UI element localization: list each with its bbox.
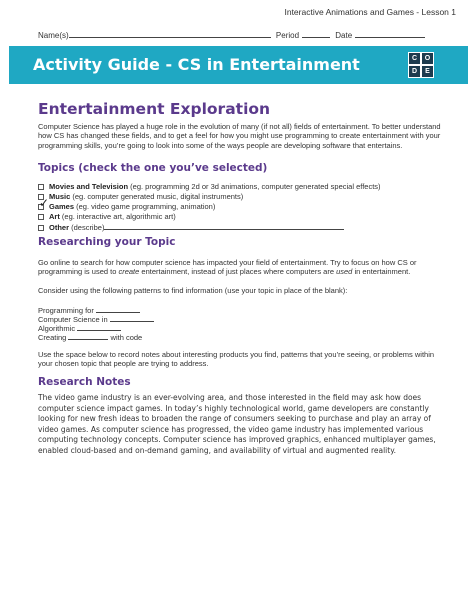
- lesson-header: Interactive Animations and Games - Lesson 1: [284, 7, 456, 17]
- checkbox-other[interactable]: [38, 225, 44, 231]
- logo-letter-e: E: [421, 65, 434, 78]
- pattern-blank[interactable]: [68, 332, 108, 340]
- topic-description: (eg. programming 2d or 3d animations, computer generated special effects): [128, 182, 381, 191]
- activity-title: Activity Guide - CS in Entertainment: [33, 55, 360, 74]
- topic-item-games[interactable]: [38, 202, 215, 211]
- pattern-text: with code: [108, 333, 143, 342]
- topic-description: (eg. computer generated music, digital instruments): [70, 192, 244, 201]
- topic-label: Other: [49, 223, 70, 232]
- topic-description: (describe): [69, 223, 105, 232]
- logo-letter-d: D: [408, 65, 421, 78]
- topic-item-music[interactable]: [38, 192, 243, 201]
- pattern-blank[interactable]: [77, 323, 121, 331]
- topics-heading: Topics (check the one you’ve selected): [38, 162, 268, 174]
- checkbox-art[interactable]: [38, 214, 44, 220]
- page-title: Entertainment Exploration: [38, 100, 271, 118]
- patterns-intro: Consider using the following patterns to find information (use your topic in place of the blank):: [38, 286, 348, 295]
- notes-instructions: Use the space below to record notes about interesting products you find, patterns that you’re seeing, or problems within your chosen topic that people are trying to address.: [38, 350, 435, 369]
- notes-heading: Research Notes: [38, 376, 131, 388]
- topic-label: Games: [49, 202, 75, 211]
- pattern-blank[interactable]: [110, 314, 154, 322]
- emphasis-create: create: [118, 267, 140, 277]
- research-instructions: [38, 258, 446, 277]
- topic-description: (eg. video game programming, animation): [74, 202, 216, 211]
- period-label: Period: [275, 31, 300, 40]
- name-label: Name(s): [38, 31, 69, 40]
- name-field[interactable]: [69, 29, 271, 38]
- research-text: Go online to search for how computer science has impacted your field of entertainment. Try to focus on how CS or programming is used to: [38, 258, 417, 277]
- topic-item-art[interactable]: [38, 212, 176, 221]
- other-description-field[interactable]: [104, 222, 344, 230]
- intro-paragraph: Computer Science has played a huge role in the evolution of many (if not all) fields of entertainment. To better understand how CS has changed these fields, and to get a feel for how you might use programming to create entertainment with your programming skills, you’re going to look into some of the ways people are developing software that entertains.: [38, 122, 441, 150]
- pattern-blank[interactable]: [96, 305, 140, 313]
- topic-description: (eg. interactive art, algorithmic art): [59, 212, 176, 221]
- pattern-text: Computer Science in: [38, 315, 110, 324]
- research-text: in entertainment.: [352, 267, 411, 277]
- topic-item-movies[interactable]: [38, 182, 381, 191]
- student-info-row: [38, 29, 438, 40]
- date-label: Date: [335, 31, 353, 40]
- main-content: [38, 100, 446, 600]
- topic-item-other[interactable]: [38, 222, 344, 232]
- handwritten-check-mark: ✓: [39, 196, 50, 210]
- search-pattern: [38, 332, 142, 342]
- research-notes-text[interactable]: The video game industry is an ever-evolving area, and those interested in the field may ask how does computer science impact games. In today’s highly technological world, game developers are constantly looking for new fresh ideas to broaden the range of consumers seeking to purchase and play an array of video games. As computer science has progressed, the video game industry has implemented various computing technology concepts. Computer science has improved graphics, enhanced multiplayer games, enabled cloud-based and on-demand gaming, and availability of virtual and augmented reality.: [38, 393, 436, 455]
- topic-label: Movies and Television: [49, 182, 129, 191]
- emphasis-used: used: [336, 267, 353, 277]
- logo-letter-o: O: [421, 52, 434, 65]
- code-org-logo: [408, 52, 434, 78]
- logo-letter-c: C: [408, 52, 421, 65]
- pattern-text: Algorithmic: [38, 324, 78, 333]
- period-field[interactable]: [302, 29, 330, 38]
- title-banner: [9, 46, 468, 84]
- pattern-text: Programming for: [38, 306, 96, 315]
- topic-label: Music: [49, 192, 71, 201]
- date-field[interactable]: [355, 29, 425, 38]
- pattern-text: Creating: [38, 333, 69, 342]
- research-heading: Researching your Topic: [38, 236, 176, 248]
- checkbox-movies[interactable]: [38, 184, 44, 190]
- research-text: entertainment, instead of just places where computers are: [139, 267, 337, 277]
- topic-label: Art: [49, 212, 60, 221]
